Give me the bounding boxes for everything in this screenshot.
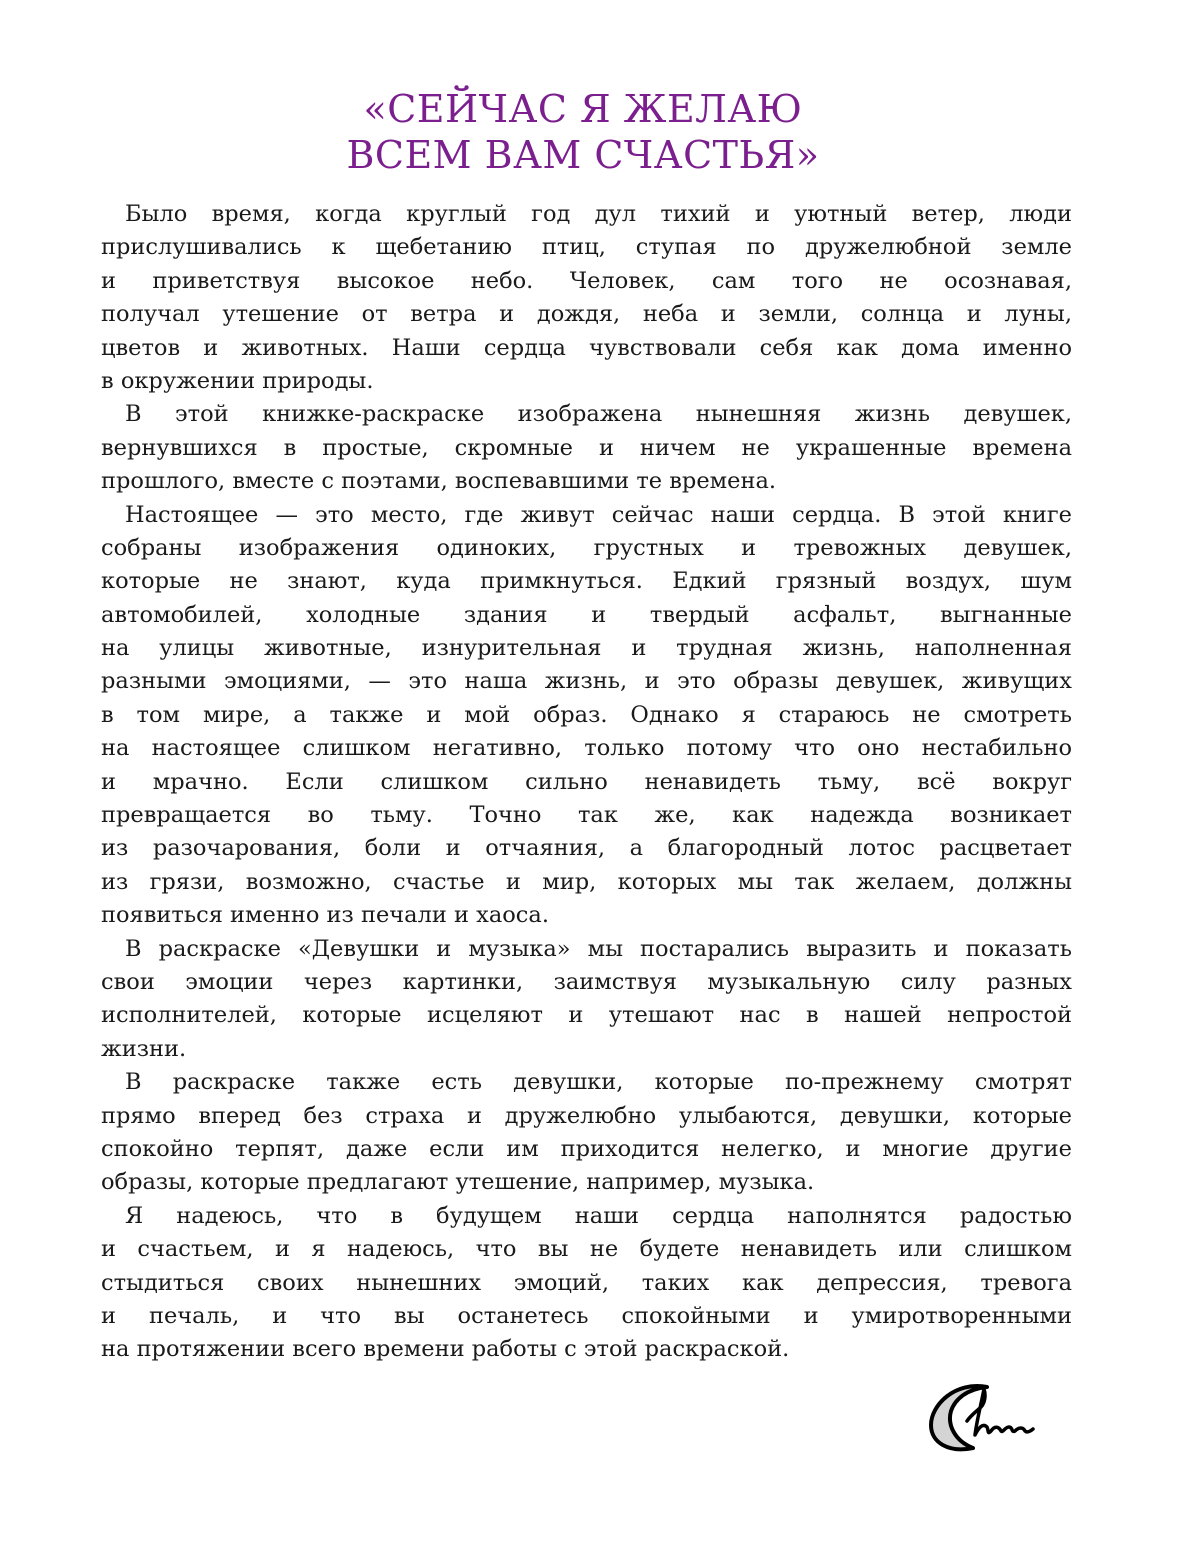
paragraph bbox=[101, 198, 1072, 398]
text-line: прошлого, вместе с поэтами, воспевавшими те времена. bbox=[101, 468, 777, 495]
text-line: собраны изображения одиноких, грустных и тревожных девушек, bbox=[101, 534, 1072, 561]
text-line: В раскраске «Девушки и музыка» мы постарались выразить и показать bbox=[125, 935, 1072, 962]
text-line: превращается во тьму. Точно так же, как надежда возникает bbox=[101, 802, 1072, 829]
text-line: спокойно терпят, даже если им приходится нелегко, и многие другие bbox=[101, 1135, 1072, 1162]
text-line: и мрачно. Если слишком сильно ненавидеть тьму, всё вокруг bbox=[101, 768, 1072, 795]
text-line: вернувшихся в простые, скромные и ничем не украшенные времена bbox=[101, 434, 1072, 461]
text-line: исполнителей, которые исцеляют и утешают нас в нашей непростой bbox=[101, 1002, 1072, 1029]
text-line: стыдиться своих нынешних эмоций, таких как депрессия, тревога bbox=[101, 1269, 1072, 1296]
text-line: образы, которые предлагают утешение, например, музыка. bbox=[101, 1169, 815, 1196]
text-line: жизни. bbox=[101, 1035, 187, 1062]
text-line: на настоящее слишком негативно, только потому что оно нестабильно bbox=[101, 735, 1072, 762]
paragraph bbox=[101, 1200, 1072, 1367]
text-line: Настоящее — это место, где живут сейчас наши сердца. В этой книге bbox=[125, 501, 1072, 528]
text-line: прямо вперед без страха и дружелюбно улыбаются, девушки, которые bbox=[101, 1102, 1072, 1129]
text-line: в том мире, а также и мой образ. Однако я стараюсь не смотреть bbox=[101, 701, 1072, 728]
text-line: и приветствуя высокое небо. Человек, сам того не осознавая, bbox=[101, 267, 1072, 294]
text-line: получал утешение от ветра и дождя, неба и земли, солнца и луны, bbox=[101, 301, 1072, 328]
text-line: появиться именно из печали и хаоса. bbox=[101, 902, 549, 929]
paragraph bbox=[101, 1066, 1072, 1200]
text-line: из разочарования, боли и отчаяния, а благородный лотос расцветает bbox=[101, 835, 1072, 862]
text-line: и счастьем, и я надеюсь, что вы не будете ненавидеть или слишком bbox=[101, 1236, 1072, 1263]
signature-moon-icon bbox=[915, 1375, 1045, 1455]
text-line: в окружении природы. bbox=[101, 367, 374, 394]
text-line: Было время, когда круглый год дул тихий и уютный ветер, люди bbox=[125, 201, 1072, 227]
text-line: разными эмоциями, — это наша жизнь, и это образы девушек, живущих bbox=[101, 668, 1072, 695]
text-line: В этой книжке-раскраске изображена нынешняя жизнь девушек, bbox=[125, 401, 1072, 428]
text-line: на улицы животные, изнурительная и трудная жизнь, наполненная bbox=[101, 635, 1072, 662]
text-line: автомобилей, холодные здания и твердый асфальт, выгнанные bbox=[101, 601, 1072, 628]
text-line: Я надеюсь, что в будущем наши сердца наполнятся радостью bbox=[125, 1202, 1072, 1229]
text-line: которые не знают, куда примкнуться. Едкий грязный воздух, шум bbox=[101, 568, 1072, 595]
title-line-2: ВСЕМ ВАМ СЧАСТЬЯ» bbox=[346, 133, 820, 177]
body-text bbox=[101, 198, 1072, 1367]
text-line: В раскраске также есть девушки, которые по-прежнему смотрят bbox=[125, 1069, 1072, 1096]
text-line: цветов и животных. Наши сердца чувствовали себя как дома именно bbox=[101, 334, 1072, 361]
text-line: на протяжении всего времени работы с этой раскраской. bbox=[101, 1336, 790, 1363]
text-line: из грязи, возможно, счастье и мир, которых мы так желаем, должны bbox=[101, 868, 1072, 895]
page-title bbox=[0, 86, 1166, 178]
text-line: прислушивались к щебетанию птиц, ступая по дружелюбной земле bbox=[101, 234, 1072, 261]
title-line-1: «СЕЙЧАС Я ЖЕЛАЮ bbox=[363, 87, 803, 131]
text-line: свои эмоции через картинки, заимствуя музыкальную силу разных bbox=[101, 968, 1072, 995]
paragraph bbox=[101, 933, 1072, 1067]
paragraph bbox=[101, 398, 1072, 498]
paragraph bbox=[101, 499, 1072, 933]
text-line: и печаль, и что вы останетесь спокойными и умиротворенными bbox=[101, 1302, 1072, 1329]
